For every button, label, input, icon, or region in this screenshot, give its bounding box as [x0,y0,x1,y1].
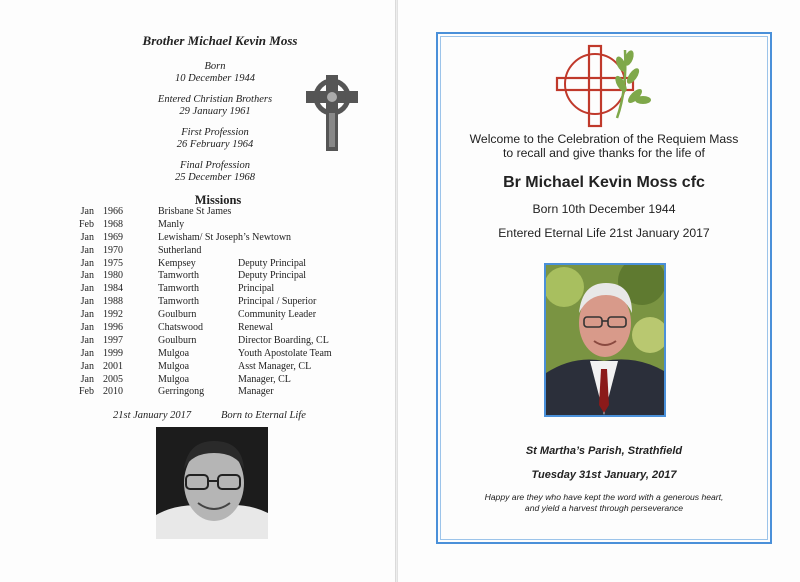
final-profession-label: Final Profession [180,160,250,171]
entered-eternal-life-text: Entered Eternal Life 21st January 2017 [498,226,710,240]
missions-title: Missions [194,193,242,207]
missions-list [70,206,370,399]
born-text: Born 10th December 1944 [532,202,676,216]
parish-name: St Martha’s Parish, Strathfield [525,445,683,457]
mission-row: Jan 2001 Mulgoa Asst Manager, CL [80,360,312,372]
service-date: Tuesday 31st January, 2017 [531,469,677,481]
entered-label: Entered Christian Brothers [157,94,273,105]
mission-row: Feb 1968 Manly [79,218,185,230]
born-block [100,61,330,85]
mission-row: Jan 1966 Brisbane St James [80,206,232,217]
mission-row: Jan 1984 Tamworth Principal [80,283,275,295]
mission-row: Jan 1980 Tamworth Deputy Principal [80,270,307,282]
welcome-line-2: to recall and give thanks for the life of [503,146,705,160]
mission-row: Jan 1988 Tamworth Principal / Superior [80,296,317,308]
portrait-photo-color [544,263,666,417]
death-date: 21st January 2017 [113,410,192,421]
deceased-name: Br Michael Kevin Moss cfc [503,174,705,191]
welcome-line-1: Welcome to the Celebration of the Requiem Mass [469,132,739,146]
mission-row: Jan 1999 Mulgoa Youth Apostolate Team [80,347,332,359]
final-profession-date: 25 December 1968 [175,172,255,183]
portrait-photo-bw [156,427,268,539]
left-page-title: Brother Michael Kevin Moss [142,33,298,48]
mission-row: Jan 2005 Mulgoa Manager, CL [80,373,291,385]
mission-row: Jan 1969 Lewisham/ St Joseph’s Newtown [80,231,292,243]
welcome-text [438,132,770,160]
death-text: Born to Eternal Life [221,410,306,421]
born-label: Born [204,61,226,72]
quote-line-2: and yield a harvest through perseverance [524,503,684,513]
first-profession-block [100,127,330,151]
mission-row: Jan 1975 Kempsey Deputy Principal [80,257,307,269]
born-date: 10 December 1944 [175,73,255,84]
scripture-quote [438,492,770,514]
cross-wheat-logo-icon [555,40,655,130]
quote-line-1: Happy are they who have kept the word with a generous heart, [484,492,724,502]
death-line [113,410,306,421]
mission-row: Jan 1996 Chatswood Renewal [80,322,273,334]
first-profession-label: First Profession [181,127,249,138]
mission-row: Jan 1997 Goulburn Director Boarding, CL [80,334,329,346]
final-profession-block [100,160,330,184]
mission-row: Feb 2010 Gerringong Manager [79,386,274,398]
mission-row: Jan 1992 Goulburn Community Leader [80,309,317,321]
first-profession-date: 26 February 1964 [176,139,254,150]
page-fold [395,0,398,582]
celtic-cross-icon [304,73,360,153]
entered-block [100,94,330,118]
entered-date: 29 January 1961 [179,106,251,117]
mission-row: Jan 1970 Sutherland [80,244,202,256]
